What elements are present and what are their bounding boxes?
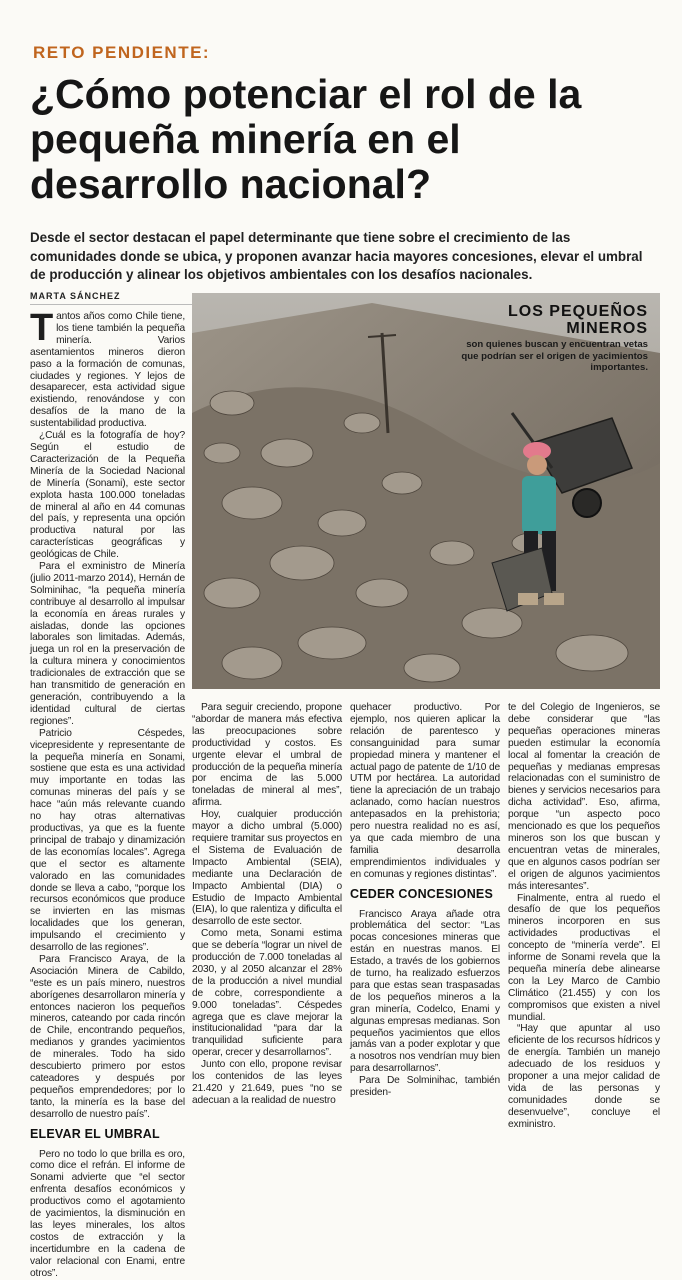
paragraph: Para el exministro de Minería (julio 2011-marzo 2014), Hernán de Solminihac, “la pequeña minería contribuye al desarrollo al impulsar la economía en áreas rurales y aisladas, donde las opciones laborales son limitadas. Además, juega un rol en la preservación de la cultura minera y conocimientos tradicionales de extracción que se han transmitido de generación en generación, contribuyendo a la identidad cultural de ciertas regiones”. [30, 561, 185, 727]
paragraph: Como meta, Sonami estima que se debería “lograr un nivel de producción de 7.000 toneladas al 2030, y al 2050 alcanzar el 28% de la producción a nivel mundial de cobre, correspondiente a 9.000 toneladas”. Céspedes agrega que es clave mejorar la institucionalidad “para dar la tranquilidad suficiente para operar, crecer y desarrollarnos”. [192, 928, 342, 1059]
column-3 [350, 702, 500, 1099]
paragraph: Para Francisco Araya, de la Asociación Minera de Cabildo, “este es un país minero, nuestros aborígenes desarrollaron minería y entonces nacieron los pequeños mineros, cateando por cada rincón de Chile, encontrando pequeños, medianos y grandes yacimientos de minerales. Todo ha sido descubierto primero por estos cateadores y después por pequeños emprendedores; por lo tanto, la minería es la base del desarrollo de nuestro país”. [30, 953, 185, 1120]
kicker: RETO PENDIENTE: [33, 43, 211, 62]
subhead-elevar: ELEVAR EL UMBRAL [30, 1126, 160, 1141]
paragraph: Finalmente, entra al ruedo el desafío de que los pequeños mineros incorporen en sus actividades productivas el concepto de “minería verde”. El informe de Sonami revela que la pequeña minería debe alinearse con la Ley Marco de Cambio Climático (21.455) y con los compromisos que existen a nivel mundial. [508, 892, 660, 1023]
article-photo [192, 293, 660, 689]
paragraph: Tantos años como Chile tiene, los tiene también la pequeña minería. Varios asentamientos mineros dieron paso a la formación de comunas, ciudades y regiones. Y lejos de desaparecer, esta actividad sigue existiendo, renovándose y con desafíos de la mano de la sustentabilidad productiva. [30, 307, 185, 430]
paragraph: “Hay que apuntar al uso eficiente de los recursos hídricos y de energía. También un manejo adecuado de los residuos y proponer a una mejor calidad de vida de las personas y comunidades donde se desenvuelve”, concluye el exministro. [508, 1023, 660, 1130]
paragraph: Pero no todo lo que brilla es oro, como dice el refrán. El informe de Sonami advierte que “el sector enfrenta desafíos económicos y productivos como el agotamiento de yacimientos, la disminución en las leyes minerales, los altos costos de extracción y la incertidumbre en la cadena de valor relacional con Enami, entre otros”. [30, 1148, 185, 1279]
subhead-ceder: CEDER CONCESIONES [350, 886, 494, 901]
caption-title: LOS PEQUEÑOS MINEROS [507, 303, 648, 337]
paragraph: Francisco Araya añade otra problemática del sector: “Las pocas concesiones mineras que están en nuestras manos. El Estado, a través de los gobiernos de turno, ha realizado esfuerzos para que estas sean traspasadas de los pequeños mineros a la gran minería, Codelco, Enami y algunas empresas medianas. Son pequeños yacimientos que ellos jamás van a poder explotar y que a nosotros nos vendrían muy bien para desarrollarnos”. [350, 908, 500, 1075]
paragraph: Hoy, cualquier producción mayor a dicho umbral (5.000) requiere tramitar sus proyectos en el Sistema de Evaluación de Impacto Ambiental (SEIA), mediante una Declaración de Impacto Ambiental (DIA) o Estudio de Impacto Ambiental (EIA), lo que ralentiza y dificulta el desarrollo de este sector. [192, 809, 342, 928]
byline: MARTA SÁNCHEZ [30, 291, 121, 301]
column-4 [508, 702, 660, 1131]
paragraph: quehacer productivo. Por ejemplo, nos quieren aplicar la relación de parentesco y consanguinidad para sumar propiedad minera y mantener el actual pago de patente de 1/10 de UTM por hectárea. La autoridad tiene la apreciación de un trabajo aclanado, como hacían nuestros antepasados en la prehistoria; pero nuestra realidad no es así, ya que cada miembro de una familia desarrolla emprendimientos individuales y en comunas y regiones distintas”. [350, 702, 500, 880]
paragraph: ¿Cuál es la fotografía de hoy? Según el estudio de Caracterización de la Pequeña Minería de la Sociedad Nacional de Minería (Sonami), este sector explota hasta 100.000 toneladas de mineral al año en 44 comunas del país, y representa una opción productiva natural por las características geográficas y geológicas de Chile. [30, 430, 185, 561]
headline: ¿Cómo potenciar el rol de la pequeña minería en el desarrollo nacional? [30, 71, 582, 207]
drop-cap: T [30, 307, 54, 349]
paragraph: Junto con ello, propone revisar los contenidos de las leyes 21.420 y 21.649, pues “no se adecuan a la realidad de nuestro [192, 1059, 342, 1106]
caption-text: son quienes buscan y encuentran vetas que podrían ser el origen de yacimientos importantes. [461, 339, 648, 373]
column-2 [192, 702, 342, 1107]
photo-caption [448, 303, 648, 374]
paragraph: Para seguir creciendo, propone “abordar de manera más efectiva las preocupaciones sobre productividad y costos. Es urgente elevar el umbral de producción de la pequeña minería por encima de las 5.000 toneladas de mineral al mes”, afirma. [192, 702, 342, 809]
lede: Desde el sector destacan el papel determinante que tiene sobre el crecimiento de las comunidades donde se ubica, y proponen avanzar hacia mayores concesiones, elevar el umbral de producción y alinear los objetivos ambientales con los desafíos nacionales. [30, 230, 643, 282]
column-1 [30, 307, 185, 1280]
paragraph: te del Colegio de Ingenieros, se debe considerar que “las pequeñas operaciones mineras pueden estimular la economía local al fomentar la creación de pequeñas y medianas empresas relacionadas con el suministro de bienes y servicios necesarios para dicha actividad”. Eso, afirma, porque “un aspecto poco mencionado es que los pequeños mineros son los que buscan y encuentran vetas de minerales, que en algunos casos podrían ser el origen de algunos yacimientos más interesantes”. [508, 702, 660, 892]
paragraph: Patricio Céspedes, vicepresidente y representante de la pequeña minería en Sonami, sostiene que esta es una actividad muy importante en todas las comunas mineras del país y se hace “aún más relevante cuando no hay otras alternativas productivas, ya que es la fuente principal de trabajo y dinamización de las economías locales”. Agrega que el sector es altamente valorado en las comunidades donde se lleva a cabo, “porque los recursos económicos que produce se invierten en las mismas localidades que los generan, impulsando el crecimiento y desarrollo de las regiones”. [30, 727, 185, 954]
paragraph: Para De Solminihac, también presiden- [350, 1075, 500, 1099]
